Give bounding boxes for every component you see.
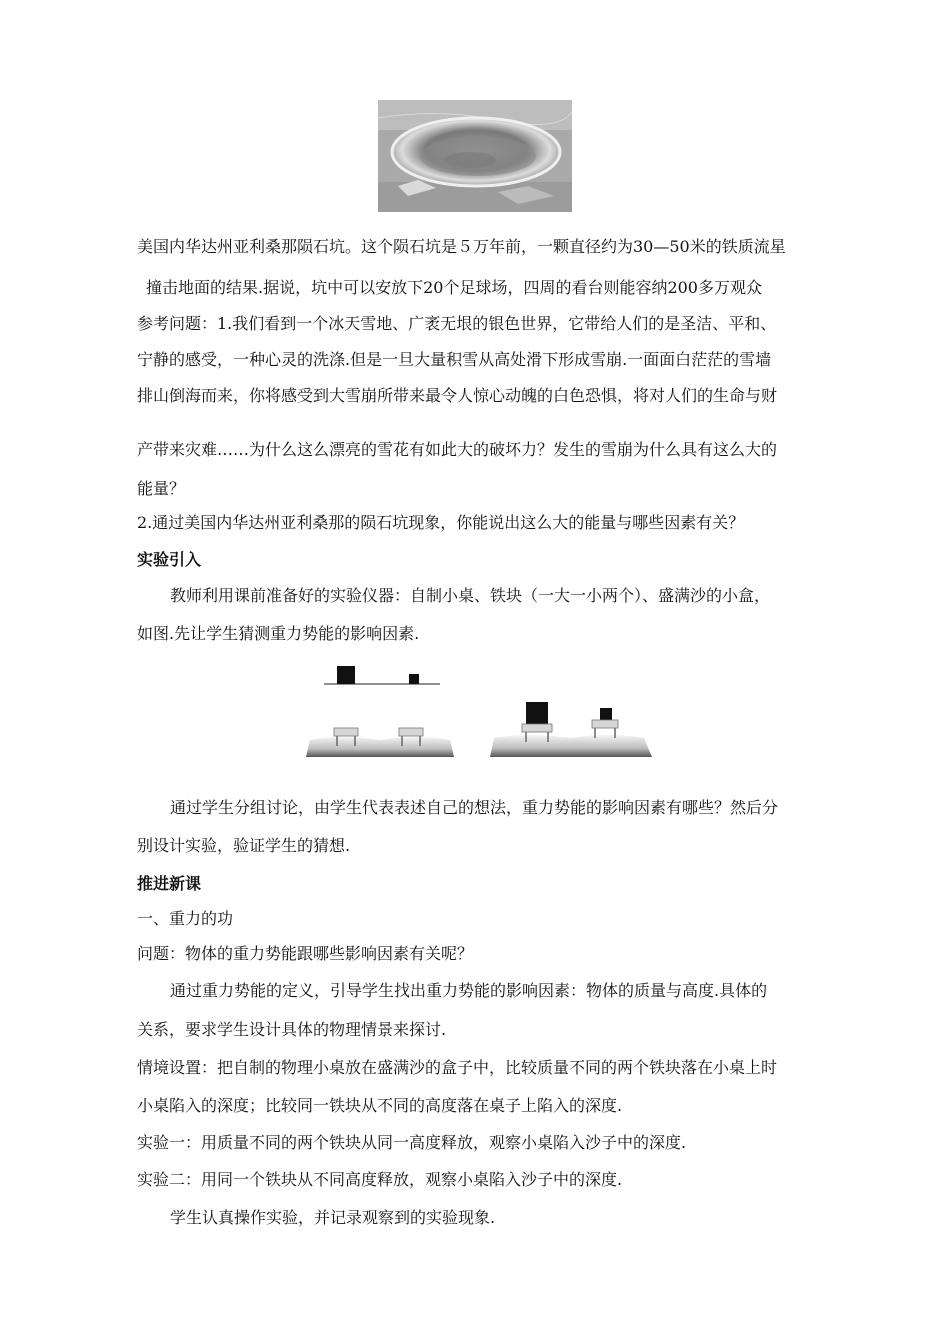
right-apparatus: [490, 702, 652, 757]
guide-line-1: 通过重力势能的定义，引导学生找出重力势能的影响因素：物体的质量与高度.具体的: [170, 981, 768, 1000]
large-iron-block-on-table: [526, 702, 548, 724]
small-iron-block: [409, 674, 419, 684]
question-1-line-4: 产带来灾难……为什么这么漂亮的雪花有如此大的破坏力？发生的雪崩为什么具有这么大的: [137, 440, 778, 459]
question-1-line-5: 能量？: [137, 479, 186, 498]
section-heading-experiment: 实验引入: [137, 550, 202, 569]
scenario-line-2: 小桌陷入的深度；比较同一铁块从不同的高度落在桌子上陷入的深度.: [137, 1096, 623, 1115]
closing-line: 学生认真操作实验，并记录观察到的实验现象.: [170, 1208, 496, 1227]
crater-caption-line-1: 美国内华达州亚利桑那陨石坑。这个陨石坑是５万年前，一颗直径约为30—50米的铁质流星: [137, 237, 786, 256]
question-1-line-2: 宁静的感受，一种心灵的洗涤.但是一旦大量积雪从高处滑下形成雪崩.一面面白茫茫的雪墙: [137, 350, 772, 369]
small-iron-block-on-table: [600, 708, 612, 720]
question-2: 2.通过美国内华达州亚利桑那的陨石坑现象，你能说出这么大的能量与哪些因素有关？: [137, 513, 745, 532]
scenario-line-1: 情境设置：把自制的物理小桌放在盛满沙的盒子中，比较质量不同的两个铁块落在小桌上时: [137, 1058, 778, 1077]
experiment-apparatus-figure: [300, 662, 660, 762]
section-heading-new-lesson: 推进新课: [137, 874, 202, 893]
subheading-gravity-work: 一、重力的功: [137, 909, 234, 928]
experiment-intro-line-1: 教师利用课前准备好的实验仪器：自制小桌、铁块（一大一小两个）、盛满沙的小盒，: [170, 586, 771, 605]
question-1-line-1: 参考问题：1.我们看到一个冰天雪地、广袤无垠的银色世界，它带给人们的是圣洁、平和、: [137, 314, 777, 333]
left-apparatus: [306, 666, 454, 757]
lesson-question: 问题：物体的重力势能跟哪些影响因素有关呢？: [137, 944, 474, 963]
experiment-1: 实验一：用质量不同的两个铁块从同一高度释放，观察小桌陷入沙子中的深度.: [137, 1133, 687, 1152]
discussion-line-1: 通过学生分组讨论，由学生代表表述自己的想法，重力势能的影响因素有哪些？然后分: [170, 798, 779, 817]
large-iron-block: [337, 666, 355, 684]
meteor-crater-photo: [378, 100, 572, 212]
experiment-intro-line-2: 如图.先让学生猜测重力势能的影响因素.: [137, 624, 420, 643]
experiment-2: 实验二：用同一个铁块从不同高度释放，观察小桌陷入沙子中的深度.: [137, 1170, 623, 1189]
question-1-line-3: 排山倒海而来，你将感受到大雪崩所带来最令人惊心动魄的白色恐惧，将对人们的生命与财: [137, 386, 778, 405]
discussion-line-2: 别设计实验，验证学生的猜想.: [137, 836, 351, 855]
crater-caption-line-2: 撞击地面的结果.据说，坑中可以安放下20个足球场，四周的看台则能容纳200多万观众: [146, 278, 762, 297]
guide-line-2: 关系，要求学生设计具体的物理情景来探讨.: [137, 1020, 447, 1039]
